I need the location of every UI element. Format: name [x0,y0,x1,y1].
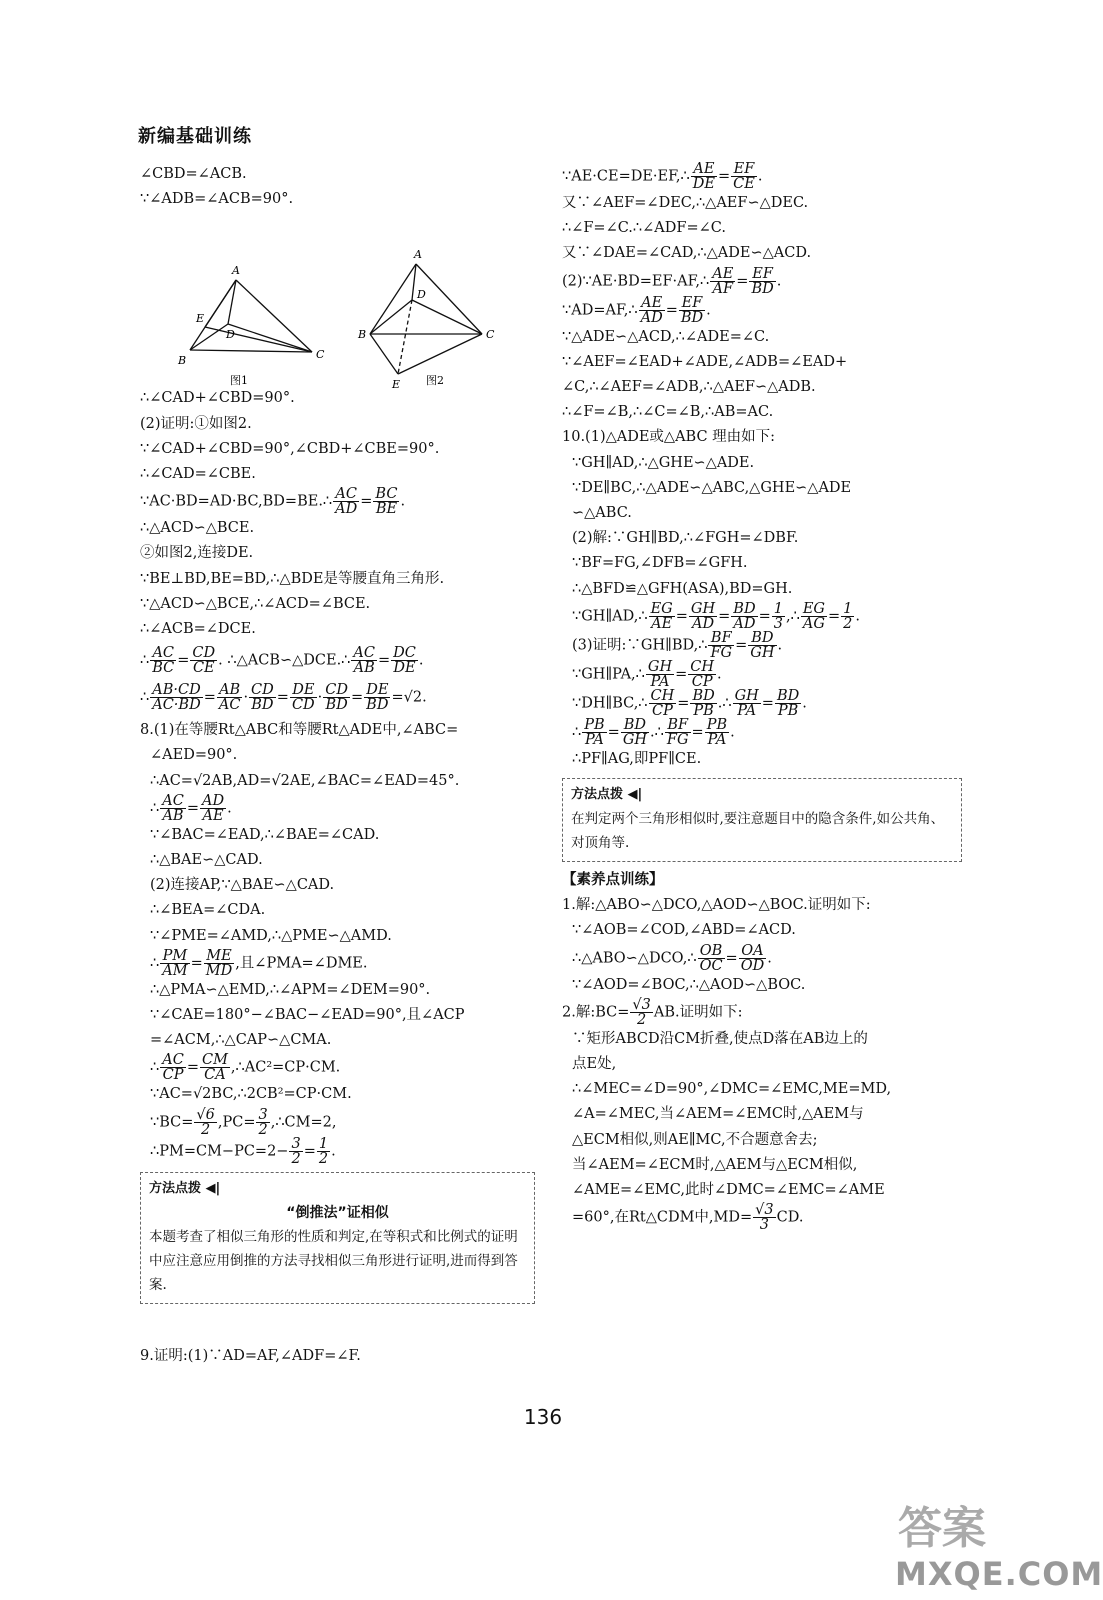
text-line: ∴ $\frac{PB}{PA}$ = $\frac{BD}{GH}$ .∴ $\frac{BF}{FG}$ = $\frac{PB}{PA}$ . [572,716,735,748]
text-line: ∴∠F=∠B,∴∠C=∠B,∴AB=AC. [562,404,774,421]
text-line: 点E处, [572,1056,617,1073]
fraction: $\frac{GH}{PA}$ [734,687,759,719]
text-line: ∵AC=√2BC,∴2CB²=CP·CM. [150,1086,352,1103]
fraction: $\frac{EF}{CE}$ [733,161,755,192]
tip-text: 在判定两个三角形相似时,要注意题目中的隐含条件,如公共角、对顶角等. [571,811,945,852]
text-line: ∵∠PME=∠AMD,∴△PME∽△AMD. [150,927,392,944]
text-line: ②如图2,连接DE. [140,545,254,562]
figure-2-label: 图2 [426,374,444,388]
text-segment: 2.解:BC= [562,1004,630,1021]
edge [370,300,412,334]
text-line: ∴ $\frac{AC}{BC}$ = $\frac{CD}{CE}$ . ∴△ACB∽△DCE.∴ $\frac{AC}{AB}$ = $\frac{DC}{DE}$ . [140,645,424,677]
fraction: $\frac{AE}{AD}$ [640,294,663,326]
tip-title: 方法点拨 ◀| [149,1180,221,1196]
text-segment: (3)证明:∵GH∥BD,∴ [572,637,708,654]
fraction: $\frac{√6}{2}$ [196,1106,215,1138]
text-line: ∴ $\frac{AC}{AB}$ = $\frac{AD}{AE}$ . [150,792,232,824]
fraction: $\frac{BD}{GH}$ [622,716,648,748]
text-line: ∠A=∠MEC,当∠AEM=∠EMC时,△AEM与 [572,1106,864,1123]
text-line: ∴△BAE∽△CAD. [150,852,263,869]
text-line: ∽△ABC. [572,505,632,522]
fraction: $\frac{CD}{BD}$ [325,682,349,714]
text-line: ∴ $\frac{AB\cdot CD}{AC\cdot BD}$ = $\frac{AB}{AC}$ · $\frac{CD}{BD}$ = $\frac{DE}{CD}$ · $\frac{CD}{BD}$ = $\frac{DE}{BD}$ =√2. [140,682,427,714]
edge [398,334,482,374]
text-line: ∴∠F=∠C.∴∠ADF=∠C. [562,220,726,237]
edge [228,324,312,352]
geometry-figures [140,212,535,392]
page-number: 136 [523,1405,563,1429]
text-line: (2)连接AP,∵△BAE∽△CAD. [150,877,335,894]
text-segment: =60°,在Rt△CDM中,MD= [572,1209,753,1226]
label: C [486,328,495,342]
edge [412,300,482,334]
edge [205,327,312,352]
fraction: $\frac{CH}{CP}$ [650,687,675,719]
fraction: $\frac{AD}{AE}$ [201,792,225,824]
fraction: $\frac{1}{2}$ [318,1135,329,1167]
text-line: ∵BE⊥BD,BE=BD,∴△BDE是等腰直角三角形. [140,570,445,587]
text-segment: ∵DH∥BC,∴ [572,695,648,712]
fraction: $\frac{EF}{BD}$ [680,294,704,326]
text-line: ∴△ACD∽△BCE. [140,520,255,537]
fraction: $\frac{GH}{PA}$ [647,658,673,690]
method-tip-box [562,778,962,862]
left-column [140,162,535,1369]
text-line: ∵△ACD∽△BCE,∴∠ACD=∠BCE. [140,595,371,612]
text-segment: ∵AD=AF,∴ [562,302,638,319]
fraction: $\frac{BD}{PB}$ [776,687,800,719]
text-line: =∠ACM,∴△CAP∽△CMA. [150,1032,332,1049]
text-segment: ∵AE·CE=DE·EF,∴ [562,168,690,185]
speaker-icon: ◀| [205,1180,221,1196]
text-line: ∴∠CAD+∠CBD=90°. [140,390,295,407]
text-line: ∵∠CAE=180°−∠BAC−∠EAD=90°,且∠ACP [150,1007,465,1024]
fraction: $\frac{EG}{AE}$ [650,600,673,632]
text-line: ∴∠ACB=∠DCE. [140,621,256,638]
fraction: $\frac{PM}{AM}$ [162,947,188,979]
fraction: $\frac{AB\cdot CD}{AC\cdot BD}$ [152,682,201,714]
text-line: ∵△ADE∽△ACD,∴∠ADE=∠C. [562,328,770,345]
text-line: ∵DH∥BC,∴ $\frac{CH}{CP}$ = $\frac{BD}{PB}$ .∴ $\frac{GH}{PA}$ = $\frac{BD}{PB}$ . [572,687,807,719]
text-line: ∴△BFD≌△GFH(ASA),BD=GH. [572,580,793,597]
fraction: $\frac{DE}{CD}$ [291,682,315,714]
text-segment: AB.证明如下: [653,1004,743,1021]
fraction: $\frac{CD}{CE}$ [192,645,216,677]
text-line: ∵∠BAC=∠EAD,∴∠BAE=∠CAD. [150,826,380,843]
text-line: ∴△PMA∽△EMD,∴∠APM=∠DEM=90°. [150,981,431,998]
text-segment: ∵GH∥PA,∴ [572,666,645,683]
edge [416,264,482,334]
fraction: $\frac{CM}{CA}$ [201,1052,228,1084]
text-line: ∵∠AOB=∠COD,∠ABD=∠ACD. [572,922,796,939]
edge [236,280,312,352]
edge [370,334,398,374]
fraction: $\frac{AB}{AC}$ [218,682,241,714]
text-line: ∴PM=CM−PC=2− $\frac{3}{2}$ = $\frac{1}{2}$ . [150,1135,336,1167]
figure-1-label: 图1 [230,374,248,388]
figure-1 [190,280,312,352]
text-line: ∵BC= $\frac{√6}{2}$ ,PC= $\frac{3}{2}$ ,∴CM=2, [150,1106,337,1138]
speaker-icon: ◀| [627,787,643,803]
text-line: ∠CBD=∠ACB. [140,166,247,182]
text-segment: (2)∵AE·BD=EF·AF,∴ [562,273,710,290]
label: E [196,312,205,326]
fraction: $\frac{DC}{DE}$ [393,645,416,677]
text-line: ∵DE∥BC,∴△ADE∽△ABC,△GHE∽△ADE [572,479,852,496]
label: E [392,378,401,392]
text-line: (2)∵AE·BD=EF·AF,∴ $\frac{AE}{AF}$ = $\frac{EF}{BD}$ . [562,265,782,297]
text-line: ∴ $\frac{PM}{AM}$ = $\frac{ME}{MD}$ ,且∠PMA=∠DME. [150,947,368,979]
fraction: $\frac{BD}{AD}$ [733,600,756,632]
text-line: ∠AED=90°. [150,747,238,764]
fraction: $\frac{OB}{OC}$ [699,942,723,974]
text-segment: ∴PM=CM−PC=2− [150,1143,289,1160]
text-line: ∵AD=AF,∴ $\frac{AE}{AD}$ = $\frac{EF}{BD}$ . [562,294,711,326]
fraction: $\frac{AC}{AD}$ [335,486,358,518]
text-line: ∠AME=∠EMC,此时∠DMC=∠EMC=∠AME [572,1182,885,1199]
fraction: $\frac{3}{2}$ [291,1135,301,1167]
text-line: (3)证明:∵GH∥BD,∴ $\frac{BF}{FG}$ = $\frac{BD}{GH}$ . [572,629,783,661]
label: B [178,354,187,368]
label: A [414,248,422,262]
text-line: 9.证明:(1)∵AD=AF,∠ADF=∠F. [140,1347,361,1364]
text-line: ∵AE·CE=DE·EF,∴ $\frac{AE}{DE}$ = $\frac{EF}{CE}$ . [562,161,763,192]
fraction: $\frac{AE}{DE}$ [692,161,715,192]
text-line: 又∵∠DAE=∠CAD,∴△ADE∽△ACD. [562,245,812,262]
section-title: 【素养点训练】 [562,872,664,889]
text-line: 10.(1)△ADE或△ABC 理由如下: [562,429,776,446]
tip-title: 方法点拨 ◀| [571,787,643,803]
fraction: $\frac{3}{2}$ [258,1106,268,1138]
text-line: ∴∠MEC=∠D=90°,∠DMC=∠EMC,ME=MD, [572,1081,892,1098]
label: C [316,348,325,362]
fraction: $\frac{AC}{BC}$ [152,645,175,677]
fraction: $\frac{BF}{FG}$ [710,629,733,661]
right-column [562,162,962,1232]
fraction: $\frac{CH}{CP}$ [690,658,715,690]
label: D [226,328,235,342]
fraction: $\frac{CD}{BD}$ [251,682,274,714]
figure-diagram [140,212,535,392]
fraction: $\frac{BC}{BE}$ [375,486,398,518]
fraction: $\frac{DE}{BD}$ [366,682,389,714]
text-line: ∴ $\frac{AC}{CP}$ = $\frac{CM}{CA}$ ,∴AC²=CP·CM. [150,1052,341,1084]
text-line: 1.解:△ABO∽△DCO,△AOD∽△BOC.证明如下: [562,897,871,914]
text-line: ∵∠AOD=∠BOC,∴△AOD∽△BOC. [572,976,806,993]
label: B [358,328,367,342]
text-line: ∵AC·BD=AD·BC,BD=BE.∴ $\frac{AC}{AD}$ = $\frac{BC}{BE}$ . [140,486,406,518]
text-line: (2)证明:①如图2. [140,415,252,432]
text-line: ∴∠BEA=∠CDA. [150,902,266,919]
text-line: =60°,在Rt△CDM中,MD= $\frac{√3}{3}$ CD. [572,1202,804,1234]
watermark-logo: 答案 [898,1503,986,1554]
text-line [562,998,962,1027]
fraction: $\frac{AC}{AB}$ [162,792,184,824]
tip-heading: “倒推法”证相似 [286,1204,389,1221]
fraction: $\frac{EF}{BD}$ [751,265,774,297]
fraction: $\frac{AC}{CP}$ [162,1052,184,1084]
text-line: ∵GH∥AD,∴ $\frac{EG}{AE}$ = $\frac{GH}{AD}$ = $\frac{BD}{AD}$ = $\frac{1}{3}$ ,∴ $\frac{EG}{AG}$ = $\frac{1}{2}$ . [572,600,860,632]
label: D [417,288,426,302]
text-line: ∠C,∴∠AEF=∠ADB,∴△AEF∽△ADB. [562,379,816,396]
edge [190,350,312,352]
text-line: △ECM相似,则AE∥MC,不合题意舍去; [572,1131,818,1148]
method-tip-box [140,1172,535,1304]
text-line: ∴AC=√2AB,AD=√2AE,∠BAC=∠EAD=45°. [150,772,460,789]
text-segment: ∴△ABO∽△DCO,∴ [572,950,697,967]
fraction: $\frac{EG}{AG}$ [802,600,825,632]
fraction: $\frac{PB}{PA}$ [706,716,728,748]
text-line: 当∠AEM=∠ECM时,△AEM与△ECM相似, [572,1156,858,1173]
text-line: ∴△ABO∽△DCO,∴ $\frac{OB}{OC}$ = $\frac{OA}{OD}$ . [572,942,772,974]
text-line: ∵BF=FG,∠DFB=∠GFH. [572,555,748,572]
fraction: $\frac{AE}{AF}$ [712,265,734,297]
fraction: $\frac{BF}{FG}$ [666,716,689,748]
fraction: $\frac{BD}{PB}$ [692,687,715,719]
figure-2 [370,264,482,374]
label: A [232,264,240,278]
text-line: ∵∠AEF=∠EAD+∠ADE,∠ADB=∠EAD+ [562,353,848,370]
text-line: ∵∠ADB=∠ACB=90°. [140,191,294,208]
text-segment: ∵AC·BD=AD·BC,BD=BE.∴ [140,493,333,510]
fraction: $\frac{ME}{MD}$ [205,947,233,979]
fraction: $\frac{PB}{PA}$ [584,716,605,748]
watermark-url: MXQE.COM [895,1555,1103,1593]
fraction: $\frac{BD}{GH}$ [750,629,775,661]
fraction: $\frac{√3}{3}$ [755,1202,774,1234]
fraction: $\frac{GH}{AD}$ [690,600,716,632]
book-header: 新编基础训练 [138,126,252,147]
edge [398,300,412,374]
text-line: ∴∠CAD=∠CBE. [140,466,256,483]
text-line: (2)解:∵GH∥BD,∴∠FGH=∠DBF. [572,530,799,547]
fraction: $\frac{1}{2}$ [843,600,853,632]
text-line: ∴PF∥AG,即PF∥CE. [572,750,702,767]
edge [370,264,416,334]
fraction: $\frac{OA}{OD}$ [740,942,765,974]
text-line: 8.(1)在等腰Rt△ABC和等腰Rt△ADE中,∠ABC= [140,722,459,739]
fraction: $\frac{1}{3}$ [773,600,783,632]
fraction: $\frac{√3}{2}$ [632,996,651,1028]
fraction: $\frac{AC}{AB}$ [353,645,375,677]
text-line: ∵GH∥PA,∴ $\frac{GH}{PA}$ = $\frac{CH}{CP}$ . [572,658,722,690]
text-line: ∵矩形ABCD沿CM折叠,使点D落在AB边上的 [572,1030,868,1047]
text-line: ∵GH∥AD,∴△GHE∽△ADE. [572,454,755,471]
text-line: 又∵∠AEF=∠DEC,∴△AEF∽△DEC. [562,195,809,211]
tip-text: 本题考查了相似三角形的性质和判定,在等积式和比例式的证明中应注意应用倒推的方法寻找相似三角形进行证明,进而得到答案. [149,1228,518,1293]
text-line: ∵∠CAD+∠CBD=90°,∠CBD+∠CBE=90°. [140,440,440,457]
